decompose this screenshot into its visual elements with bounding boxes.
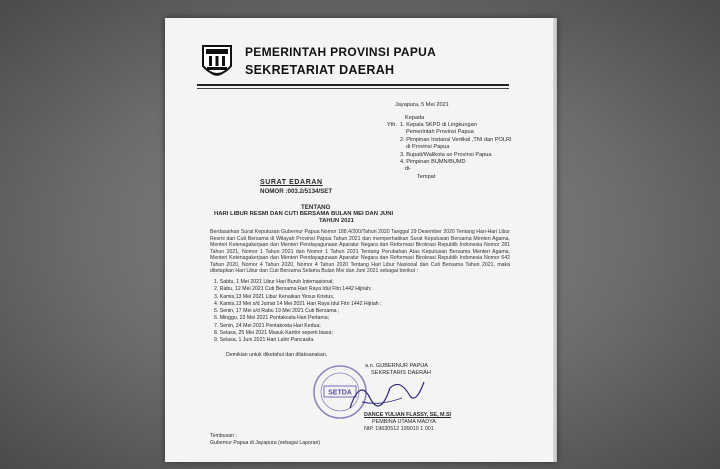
subject-line: HARI LIBUR RESMI DAN CUTI BERSAMA BULAN MEI DAN JUNI xyxy=(214,211,394,217)
recipient-line: 4. Pimpinan BUMN/BUMD xyxy=(400,159,466,165)
list-item: 7. Senin, 24 Mei 2021 Pentakosta Hari Kedua; xyxy=(214,322,321,329)
recipient-place: Tempat xyxy=(417,174,436,180)
subject-label: TENTANG xyxy=(301,204,331,211)
recipient-line: 3. Bupati/Walikota se Provinsi Papua xyxy=(400,152,492,158)
place-date: Jayapura, 5 Mei 2021 xyxy=(395,102,449,108)
recipient-honorific: Yth. xyxy=(387,122,397,128)
recipient-line: di- xyxy=(405,166,412,172)
list-item: 3. Kamis,13 Mei 2021 Libur Kenaikan Yesus Kristus, xyxy=(214,293,335,300)
cc-line: Gubernur Papua di Jayapura (sebagai Laporan) xyxy=(210,440,321,446)
subject-line: TAHUN 2021 xyxy=(319,218,354,224)
recipient-line: Pemerintah Provinsi Papua xyxy=(406,129,474,135)
holiday-list xyxy=(214,279,382,345)
letterhead-secretariat: SEKRETARIAT DAERAH xyxy=(245,63,395,77)
cc-label: Tembusan : xyxy=(210,433,237,439)
signatory-name: DANCE YULIAN FLASSY, SE, M.SI xyxy=(364,412,452,418)
list-item: 1. Sabtu, 1 Mei 2021 Libur Hari Buruh Internasional; xyxy=(214,279,334,285)
list-item: 5. Senin, 17 Mei s/d Rabu 19 Mei 2021 Cuti Bersama ; xyxy=(214,308,340,315)
page-edge-shadow xyxy=(553,18,557,462)
signatory-nip: NIP. 19630512 199010 1 001 xyxy=(364,426,434,432)
signatory-rank: PEMBINA UTAMA MADYA xyxy=(372,419,436,425)
letterhead-rule-thin xyxy=(197,88,509,89)
letterhead-government: PEMERINTAH PROVINSI PAPUA xyxy=(245,45,437,59)
circular-title: SURAT EDARAN xyxy=(260,179,323,186)
list-item: 4. Kamis,13 Mei s/d Jumat 14 Mei 2021 Hari Raya Idul Fitri 1442 Hijriah ; xyxy=(214,300,382,307)
list-item: 6. Minggu, 23 Mei 2021 Pentakosta Hari Pertama; xyxy=(214,315,330,322)
list-item: 8. Selasa, 25 Mei 2021 Masuk Kantor seperti biasa; xyxy=(214,330,333,337)
recipient-label: Kepada xyxy=(405,115,425,121)
list-item: 2. Rabu, 12 Mei 2021 Cuti Bersama Hari Raya Idul Fitri 1442 Hijriah; xyxy=(214,286,372,293)
recipient-line: di Provinsi Papua xyxy=(406,144,450,150)
signature-office: SEKRETARIS DAERAH xyxy=(371,370,431,376)
recipient-line: 1. Kepala SKPD di Lingkungan xyxy=(400,122,477,128)
body-paragraph: Berdasarkan Surat Keputusan Gubernur Papua Nomor 188.4/200/Tahun 2020 Tanggal 29 Desember 2020 Tentang Hari-Hari Libur Resmi dan Cuti Bersama di Wilayah Provinsi Papua Tahun 2021 dan memperhatikan Surat Keputusan Bersama Menteri Agama, Menteri Ketenagakerjaan dan Menteri Pendayagunaan Aparatur Negara dan Reformasi Birokrasi Republik Indonesia Nomor 281 Tahun 2021, Nomor 1 Tahun 2021 dan Nomor 1 Tahun 2021 Tentang Perubahan Atas Keputusan Bersama Menteri Agama, Menteri Ketenagakerjaan dan Menteri Pendayagunaan Aparatur Negara dan Reformasi Birokrasi Republik Indonesia Nomor 642 Tahun 2020, Nomor 4 Tahun 2020, Nomor 4 Tahun 2020 Tentang Hari Libur Nasional dan Cuti Bersama Tahun 2021, maka ditetapkan Hari Libur dan Cuti Bersama Selama Bulan Mei dan Juni 2021 sebagai berikut : xyxy=(210,229,510,274)
closing-sentence: Demikian untuk diketahui dan dilaksanakan. xyxy=(226,352,328,358)
signature-on-behalf: a.n. GUBERNUR PAPUA xyxy=(365,363,428,369)
provincial-emblem-icon xyxy=(201,42,233,82)
recipient-line: 2. Pimpinan Instansi Vertikal ,TNI dan POLRI xyxy=(400,137,512,143)
svg-text:SETDA: SETDA xyxy=(328,389,352,397)
letter-page xyxy=(165,18,557,462)
list-item: 9. Selasa, 1 Juni 2021 Hari Lahir Pancasila. xyxy=(214,337,315,344)
circular-number: NOMOR :003.2/5134/SET xyxy=(260,188,333,195)
letterhead-rule xyxy=(197,84,509,86)
